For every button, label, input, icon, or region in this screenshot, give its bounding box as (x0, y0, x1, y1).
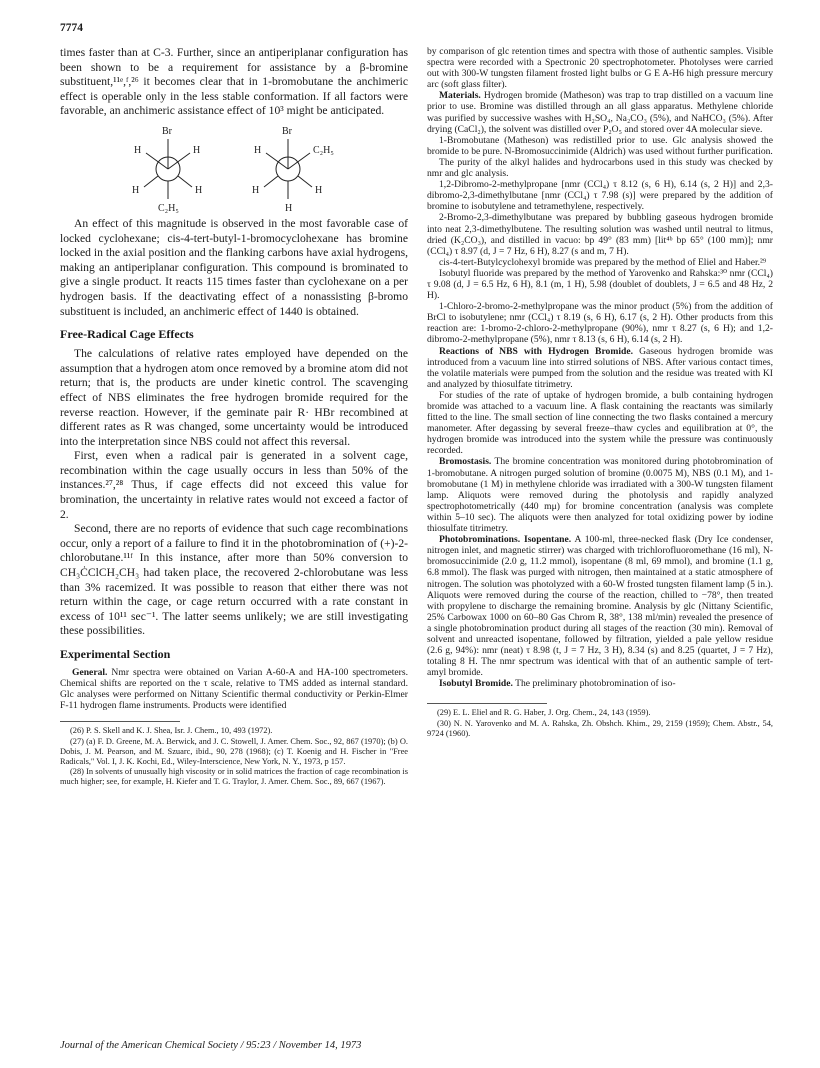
paragraph-bromostasis (427, 456, 773, 534)
footnote-29: (29) E. L. Eliel and R. G. Haber, J. Org. Chem., 24, 143 (1959). (437, 708, 651, 718)
runin-heading: General. (72, 667, 108, 678)
paragraph: 2-Bromo-2,3-dimethylbutane was prepared by bubbling gaseous hydrogen bromide into neat 2,3-dimethylbutene. The resulting solution was washed until neutral to litmus, dried (K₂CO₃), and distilled in vacuo: bp 49° (83 mm) [lit⁴ᵇ bp 65° (100 mm)]; nmr (CCl₄) τ 8.97 (d, J = 7 Hz, 6 H), 8.27 (s and m, 7 H). (427, 212, 773, 257)
fig-a-ul: H (134, 144, 142, 156)
fig-a-top: Br (162, 125, 172, 137)
runin-heading: Materials. (439, 90, 481, 102)
footnote-28: (28) In solvents of unusually high viscosity or in solid matrices the fraction of cage recombination is much higher; see, for example, H. Kiefer and T. G. Traylor, J. Amer. Chem. Soc., 89, 667 (1967). (60, 767, 408, 787)
paragraph-reactions (427, 346, 773, 390)
fig-a-lr: H (195, 184, 203, 196)
paragraph: The calculations of relative rates employed have depended on the assumption that a hydrogen atom once removed by a bromine atom did not return; that is, the products are under kinetic control. The scavenging effect of NBS eliminates the free hydrogen bromide required for the reverse reaction. However, if the geminate pair R· HBr recombined at different rates as R was changed, some uncertainty would be introduced into the interpretation since NBS could not affect this reversal. (60, 347, 408, 448)
paragraph-materials (427, 90, 773, 134)
fig-b-ur: C₂H₅ (313, 144, 334, 156)
runin-heading: Isobutyl Bromide. (439, 678, 513, 690)
fig-b-bottom: H (285, 202, 293, 214)
paragraph-general (60, 667, 408, 711)
paragraph: An effect of this magnitude is observed in the most favorable case of locked cyclohexane; cis-4-tert-butyl-1-bromocyclohexane has bromine locked in the axial position and the flanking carbons have axial hydrogens, making an antiperiplanar configuration. This compound is brominated to give a single product. It reacts 115 times faster than cyclohexane on a per hydrogen basis. If the deactivating effect of a nonassisting β-bromo substituent is included, an anchimeric effect of 1440 is obtained. (60, 216, 408, 318)
paragraph-text: Gaseous hydrogen bromide was introduced from a vacuum line into stirred solutions of NBS. After various contact times, the volatile materials were pumped from the solution and the residue was treated with KI and analyzed by thiosulfate titrimetry. (427, 345, 773, 390)
fig-a-bottom: C₂H₅ (158, 202, 179, 214)
page-number: 7774 (60, 22, 83, 34)
runin-heading: Photobrominations. Isopentane. (439, 534, 572, 546)
paragraph: times faster than at C-3. Further, since an antiperiplanar configuration has been shown to be a requirement for assistance by a β-bromine substituent,¹¹ᵉ,ᶠ,²⁶ it becomes clear that in 1-bromobutane the anchimeric effect is operable only in the less stable conformation. If all factors were favorable, an anchimeric assistance effect of 10³ might be anticipated. (60, 46, 408, 118)
fig-a-ur: H (193, 144, 201, 156)
right-column (427, 46, 773, 739)
fig-b-top: Br (282, 125, 292, 137)
fig-b-ul: H (254, 144, 262, 156)
journal-footer: Journal of the American Chemical Society / 95:23 / November 14, 1973 (60, 1040, 362, 1051)
fig-b-ll: H (252, 184, 260, 196)
paragraph: 1-Bromobutane (Matheson) was redistilled prior to use. Glc analysis showed the bromide to be pure. N-Bromosuccinimide (Aldrich) was used without further purification. (427, 134, 773, 157)
footnote-27: (27) (a) F. D. Greene, M. A. Berwick, and J. C. Stowell, J. Amer. Chem. Soc., 92, 867 (1970); (b) O. Dobis, J. M. Pearson, and M. Szuarc, ibid., 90, 278 (1968); (c) T. Koenig and H. Fischer in "Free Radicals," Vol. I, J. K. Kochi, Ed., Wiley-Interscience, New York, N. Y., 1973, p 157. (60, 736, 408, 766)
paragraph: by comparison of glc retention times and spectra with those of authentic samples. Visible spectra were recorded with a Spectronic 20 spectrophotometer. Photolyses were carried out with 300-W tungsten filament frosted light bulbs or G E A-H6 high pressure mercury arc (soft glass filter). (427, 46, 773, 91)
paragraph: Isobutyl fluoride was prepared by the method of Yarovenko and Rahska:³⁰ nmr (CCl₄) τ 9.08 (d, J = 6.5 Hz, 6 H), 8.1 (m, 1 H), 5.98 (doublet of doublets, J = 6.5 and 48 Hz, 2 H). (427, 267, 773, 302)
fig-b-lr: H (315, 184, 323, 196)
runin-heading: Bromostasis. (439, 456, 492, 468)
fig-a-ll: H (132, 184, 140, 196)
paragraph-text: The preliminary photobromination of iso- (512, 678, 676, 690)
runin-heading: Reactions of NBS with Hydrogen Bromide. (439, 345, 633, 357)
paragraph: 1,2-Dibromo-2-methylpropane [nmr (CCl₄) τ 8.12 (s, 6 H), 6.14 (s, 2 H)] and 2,3-dibromo-2,3-dimethylbutane [nmr (CCl₄) τ 7.98 (s)] were prepared by the addition of bromine to isobutylene and tetramethylene, respectively. (427, 179, 773, 213)
paragraph-text: The bromine concentration was monitored during photobromination of 1-bromobutane. A nitrogen purged solution of bromine (0.0075 M), NBS (0.1 M), and 1-bromobutane (1 M) in methylene chloride was irradiated with a 300-W tungsten filament lamp. Aliquots were removed during the photolysis and rapidly analyzed spectrophotometrically (440 mμ) for bromine concentration (analysis was complete within 5–10 sec). The aliquots were then analyzed for total oxidizing power by iodine thiosulfate titrimetry. (427, 456, 773, 535)
paragraph: First, even when a radical pair is generated in a solvent cage, recombination within the cage usually occurs in less than 50% of the instances.²⁷,²⁸ Thus, if cage effects did not exceed this value for bromination, the uncertainty in relative rates would not exceed a factor of 2. (60, 449, 408, 521)
paragraph: The purity of the alkyl halides and hydrocarbons used in this study was checked by nmr and glc analysis. (427, 156, 773, 180)
paragraph-text: Hydrogen bromide (Matheson) was trap to trap distilled on a vacuum line prior to use. Bromine was distilled through an all glass apparatus. Methylene chloride was purified by successive washes with H₂SO₄, Na₂CO₃ (5%), and NaHCO₃ (5%). After drying (CaCl₂), the solvent was distilled over P₂O₅ and stored over 4A molecular sieve. (427, 90, 773, 135)
section-heading-experimental: Experimental Section (60, 647, 171, 661)
left-column (60, 46, 408, 788)
newman-projection-a (132, 126, 202, 214)
footnote-30: (30) N. N. Yarovenko and M. A. Rahska, Zh. Obshch. Khim., 29, 2159 (1959); Chem. Abstr., 54, 9724 (1960). (427, 718, 773, 738)
paragraph: Second, there are no reports of evidence that such cage recombinations occur, only a report of a failure to find it in the photobromination of (+)-2-chlorobutane.¹¹ᶠ In this instance, after more than 50% conversion to CH₃ĊClCH₂CH₃ had taken place, the recovered 2-chlorobutane was less than 3% racemized. It was possible to reason that either there was not return within the cage, or cage return occurred with a rate constant in excess of 10¹¹ sec⁻¹. The latter seems unlikely; we are still investigating these possibilities. (60, 522, 408, 638)
paragraph: For studies of the rate of uptake of hydrogen bromide, a bulb containing hydrogen bromide was attached to a vacuum line. A flask containing the reactants was similarly fitted to the line. The small section of line connecting the two flasks contained a mercury manometer. After degassing by several freeze–thaw cycles and equilibration at 0°, the hydrogen bromide was introduced into the system while the pressure was continuously recorded. (427, 389, 773, 457)
newman-projections-figure (120, 121, 350, 215)
footnote-divider (60, 721, 180, 722)
section-heading-free-radical: Free-Radical Cage Effects (60, 327, 194, 342)
newman-projection-b (252, 126, 334, 214)
paragraph: 1-Chloro-2-bromo-2-methylpropane was the minor product (5%) from the addition of BrCl to isobutylene; nmr (CCl₄) τ 8.19 (s, 6 H), 6.17 (s, 2 H). Other products from this reaction are: 1-bromo-2-chloro-2-methylpropane (90%), nmr τ 8.27 (s, 6 H); and 1,2-dibromo-2-methylpropane (5%), nmr τ 8.13 (s, 6 H), 6.14 (s, 2 H). (427, 301, 773, 346)
paragraph-text: Nmr spectra were obtained on Varian A-60-A and HA-100 spectrometers. Chemical shifts are reported on the τ scale, relative to TMS added as internal standard. Glc analyses were performed on Nittany Scientific thermal conductivity or Perkin-Elmer F-11 hydrogen flame instruments. Products were identified (60, 667, 408, 712)
paragraph-text: A 100-ml, three-necked flask (Dry Ice condenser, nitrogen inlet, and magnetic stirrer) was charged with trichlorofluoromethane (16 ml), N-bromosuccinimide (2.0 g, 11.2 mmol), isopentane (8 ml, 69 mmol), and bromine (1.1 g, 6.8 mmol). The flask was purged with nitrogen, then maintained at a static atmosphere of nitrogen. The solution was photolyzed with a 60-W frosted tungsten filament lamp (5 in.). Aliquots were removed during the course of the reaction, chilled to −78°, then treated with propylene to discharge the remaining bromine. Analysis by glc (Nittany Scientific, 25% Carbowax 1000 on 60–80 Gas Chrom R, 38°, 138 ml/min) revealed the presence of a single photobromination product during all stages of the reaction (30 min). Removal of solvent and unreacted isopentane, followed by filtration, yielded a pale yellow residue (2.6 g, 94%): nmr (neat) τ 8.98 (t, J = 7 Hz, 3 H), 8.34 (s) and 8.25 (quartet, J = 7 Hz), totaling 8 H. The nmr spectrum was identical with that of an authentic sample of tert-amyl bromide. (427, 534, 773, 679)
paragraph-photobrominations (427, 534, 773, 678)
paragraph-isobutyl (427, 678, 773, 689)
footnote-divider (427, 703, 547, 704)
paragraph: cis-4-tert-Butylcyclohexyl bromide was prepared by the method of Eliel and Haber.²⁹ (439, 256, 767, 268)
footnote-26: (26) P. S. Skell and K. J. Shea, Isr. J. Chem., 10, 493 (1972). (70, 726, 273, 736)
